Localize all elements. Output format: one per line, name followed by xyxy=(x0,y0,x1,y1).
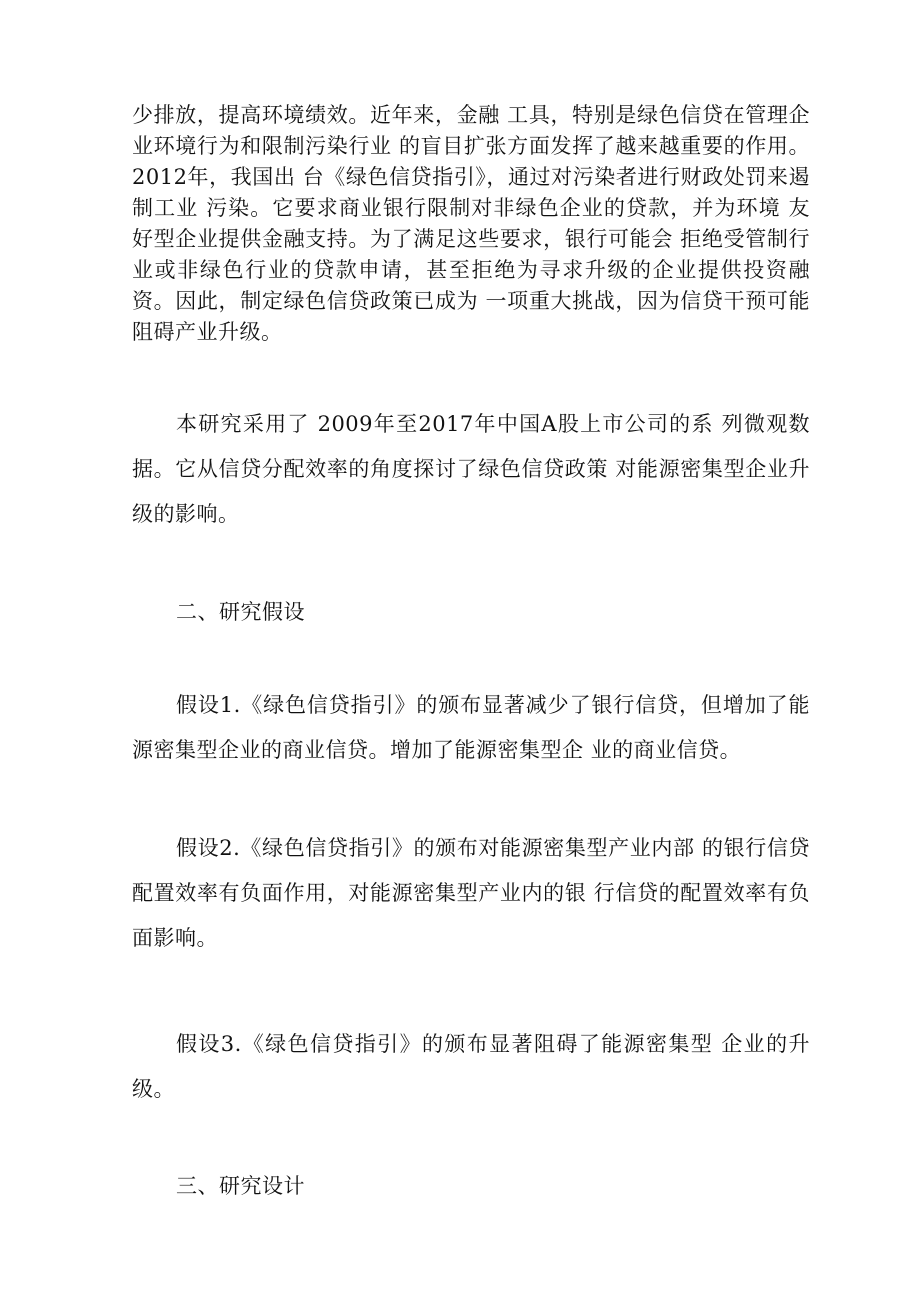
paragraph-study-data: 本研究采用了 2009年至2017年中国A股上市公司的系 列微观数据。它从信贷分配效率的角度探讨了绿色信贷政策 对能源密集型企业升级的影响。 xyxy=(132,412,810,526)
hypothesis-3: 假设3.《绿色信贷指引》的颁布显著阻碍了能源密集型 企业的升级。 xyxy=(132,1032,810,1101)
hypothesis-1: 假设1.《绿色信贷指引》的颁布显著减少了银行信贷，但增加了能源密集型企业的商业信贷。增加了能源密集型企 业的商业信贷。 xyxy=(132,693,810,762)
paragraph-green-credit-background: 少排放，提高环境绩效。近年来，金融 工具，特别是绿色信贷在管理企业环境行为和限制污染行业 的盲目扩张方面发挥了越来越重要的作用。2012年，我国出 台《绿色信贷指引》，通过对污染者进行财政处罚来遏制工业 污染。它要求商业银行限制对非绿色企业的贷款，并为环境 友好型企业提供金融支持。为了满足这些要求，银行可能会 拒绝受管制行业或非绿色行业的贷款申请，甚至拒绝为寻求升级的企业提供投资融资。因此，制定绿色信贷政策已成为 一项重大挑战，因为信贷干预可能阻碍产业升级。 xyxy=(132,103,810,344)
section-heading-research-design: 三、研究设计 xyxy=(176,1174,305,1198)
hypothesis-2: 假设2.《绿色信贷指引》的颁布对能源密集型产业内部 的银行信贷配置效率有负面作用，对能源密集型产业内的银 行信贷的配置效率有负面影响。 xyxy=(132,836,810,950)
section-heading-hypotheses: 二、研究假设 xyxy=(176,600,305,624)
